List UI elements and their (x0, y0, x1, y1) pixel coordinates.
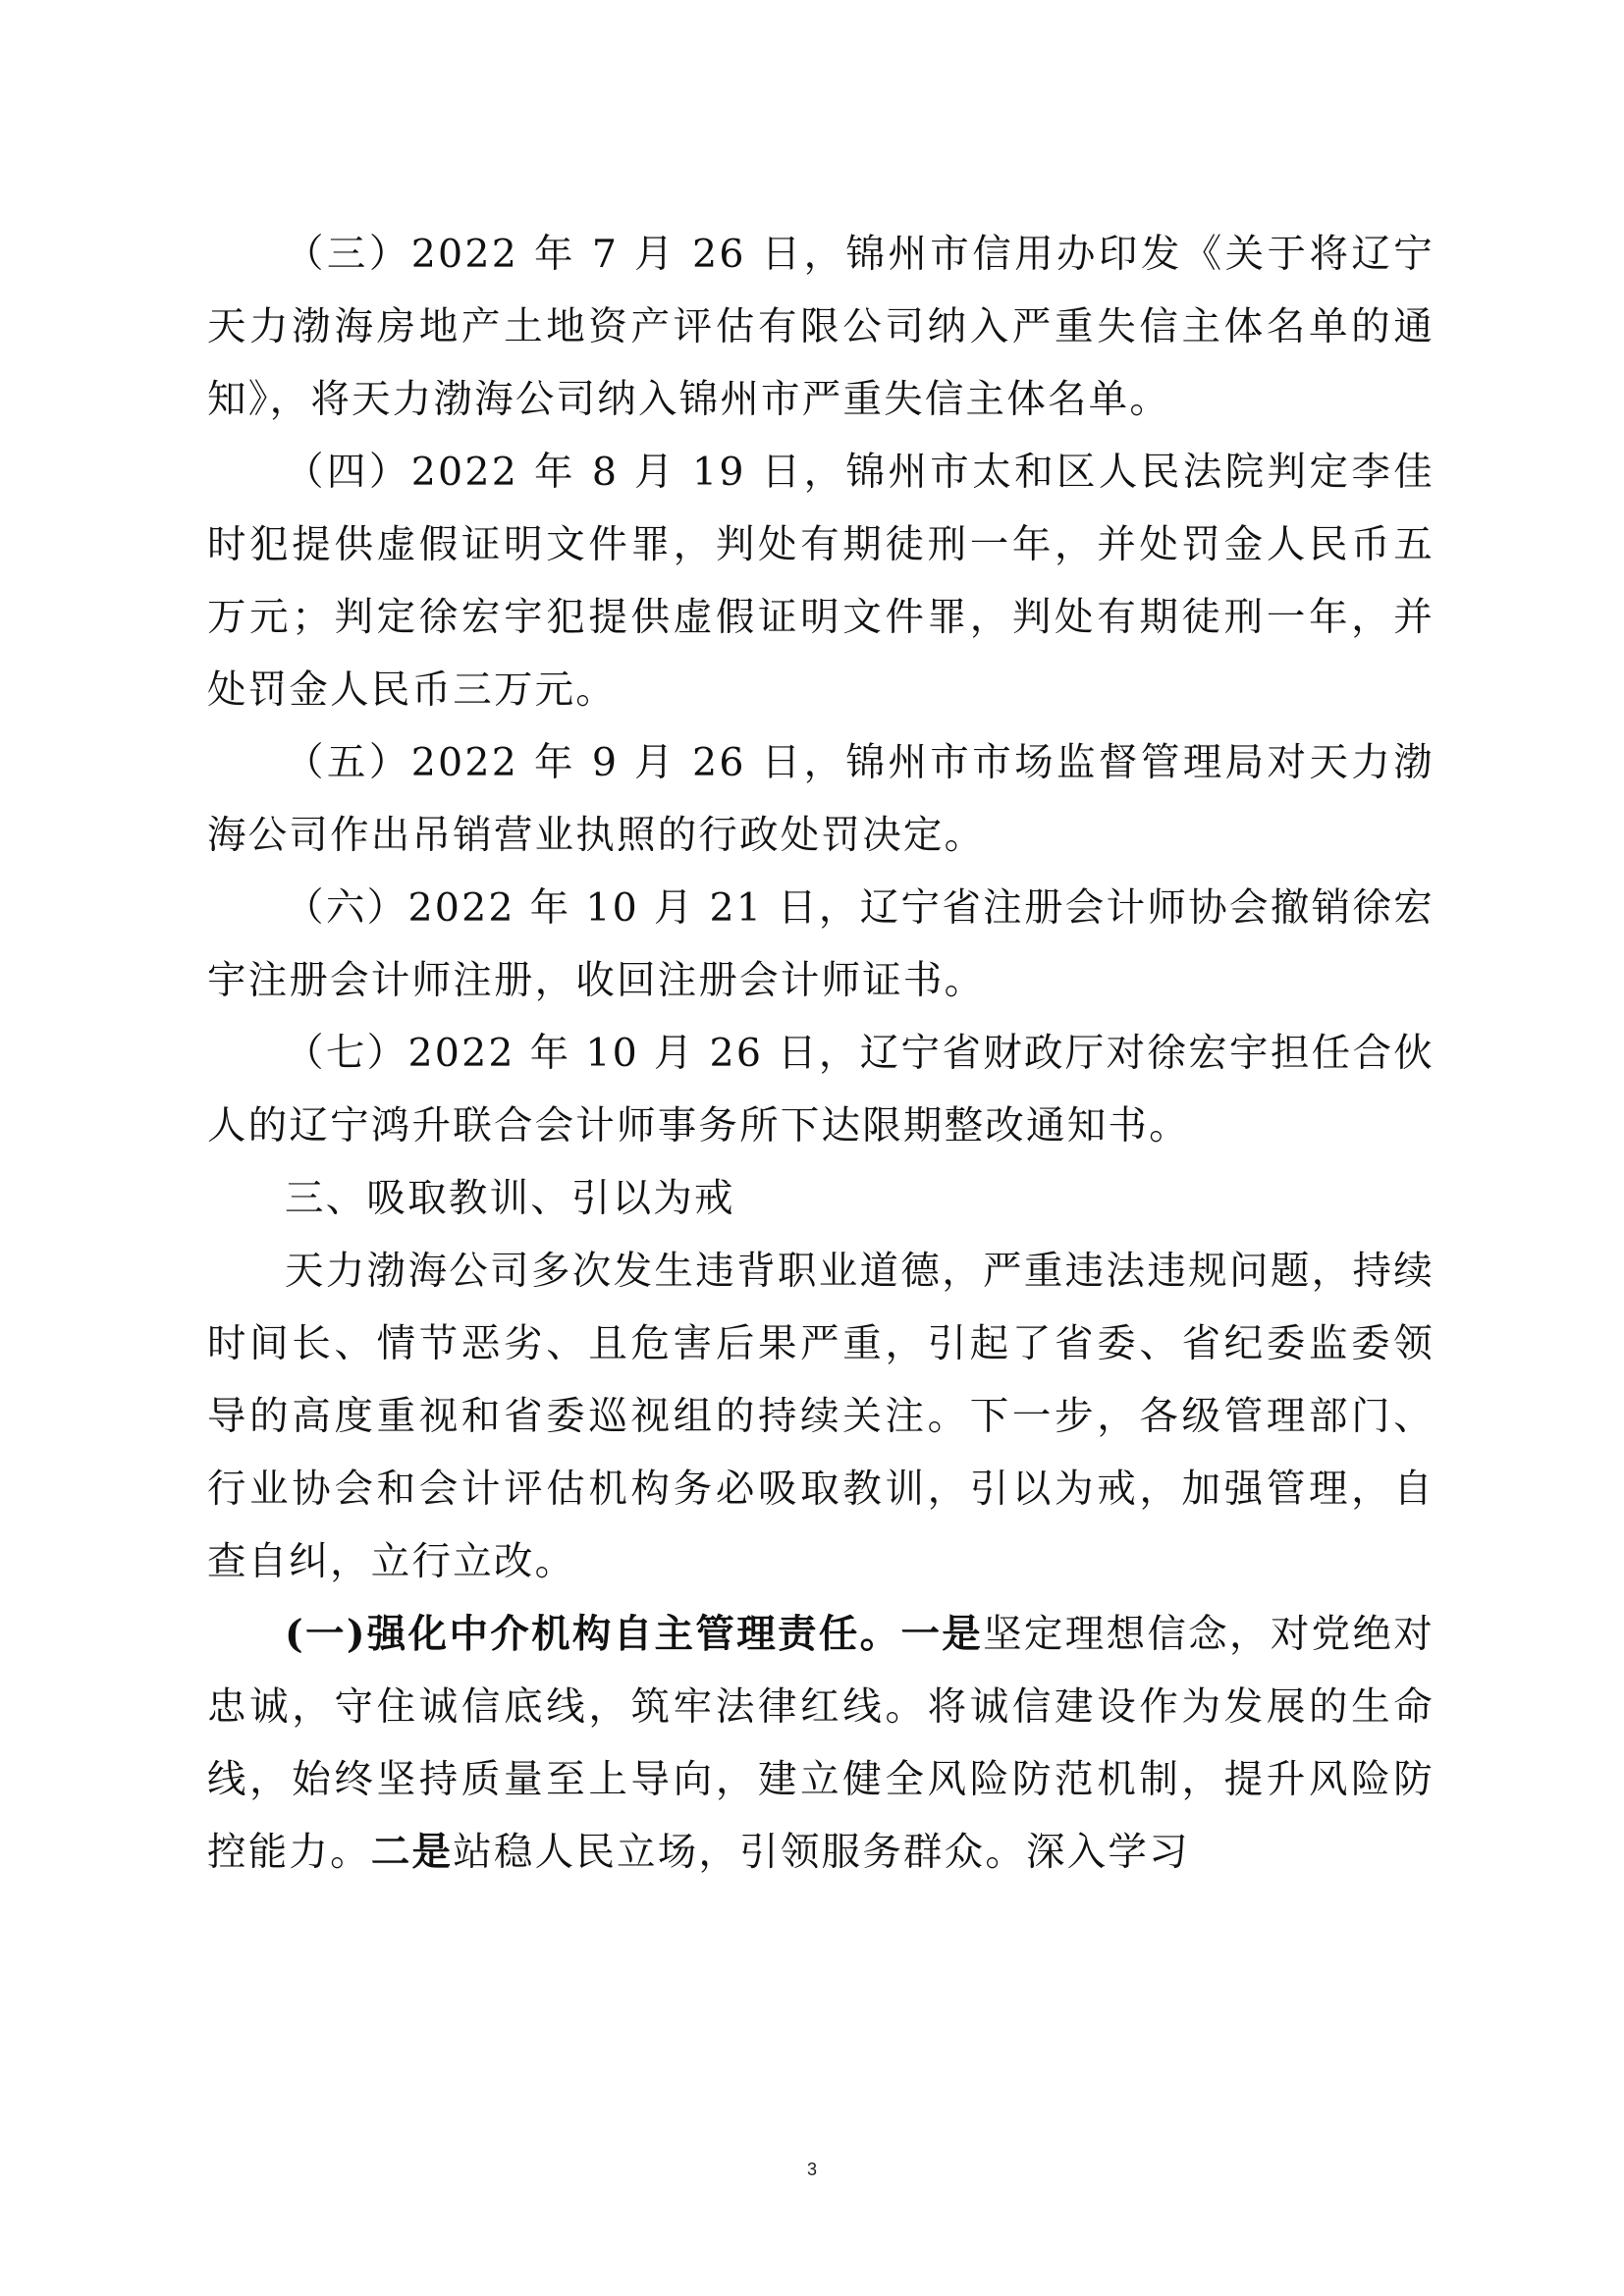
paragraph-item-6: （六）2022 年 10 月 21 日，辽宁省注册会计师协会撤销徐宏宇注册会计师注册，收回注册会计师证书。 (207, 885, 1435, 1003)
item-1-title: (一)强化中介机构自主管理责任。 (285, 1612, 901, 1657)
page-number: 3 (806, 2160, 817, 2179)
document-body (207, 218, 1435, 1889)
section-heading-3: 三、吸取教训、引以为戒 (285, 1176, 735, 1221)
paragraph-item-3: （三）2022 年 7 月 26 日，锦州市信用办印发《关于将辽宁天力渤海房地产土地资产评估有限公司纳入严重失信主体名单的通知》，将天力渤海公司纳入锦州市严重失信主体名单。 (207, 232, 1435, 422)
section-3-item-1 (207, 1598, 1435, 1889)
paragraph-item-5: （五）2022 年 9 月 26 日，锦州市市场监督管理局对天力渤海公司作出吊销营业执照的行政处罚决定。 (207, 740, 1435, 858)
item-1-text-1: 坚定理想信念，对党绝对忠诚，守住诚信底线，筑牢法律红线。将诚信建设作为发展的生命线，始终坚持质量至上导向，建立健全风险防范机制，提升风险防控能力。 (207, 1612, 1435, 1875)
paragraph-item-4: （四）2022 年 8 月 19 日，锦州市太和区人民法院判定李佳时犯提供虚假证明文件罪，判处有期徒刑一年，并处罚金人民币五万元；判定徐宏宇犯提供虚假证明文件罪，判处有期徒刑一年，并处罚金人民币三万元。 (207, 450, 1435, 713)
paragraph-item-7: （七）2022 年 10 月 26 日，辽宁省财政厅对徐宏宇担任合伙人的辽宁鸿升联合会计师事务所下达限期整改通知书。 (207, 1031, 1435, 1148)
item-1-text-2: 站稳人民立场，引领服务群众。深入学习 (453, 1830, 1190, 1875)
item-1-label-2: 二是 (370, 1830, 454, 1875)
section-3-intro: 天力渤海公司多次发生违背职业道德，严重违法违规问题，持续时间长、情节恶劣、且危害后果严重，引起了省委、省纪委监委领导的高度重视和省委巡视组的持续关注。下一步，各级管理部门、行业协会和会计评估机构务必吸取教训，引以为戒，加强管理，自查自纠，立行立改。 (207, 1249, 1435, 1584)
item-1-label-1: 一是 (900, 1612, 984, 1657)
